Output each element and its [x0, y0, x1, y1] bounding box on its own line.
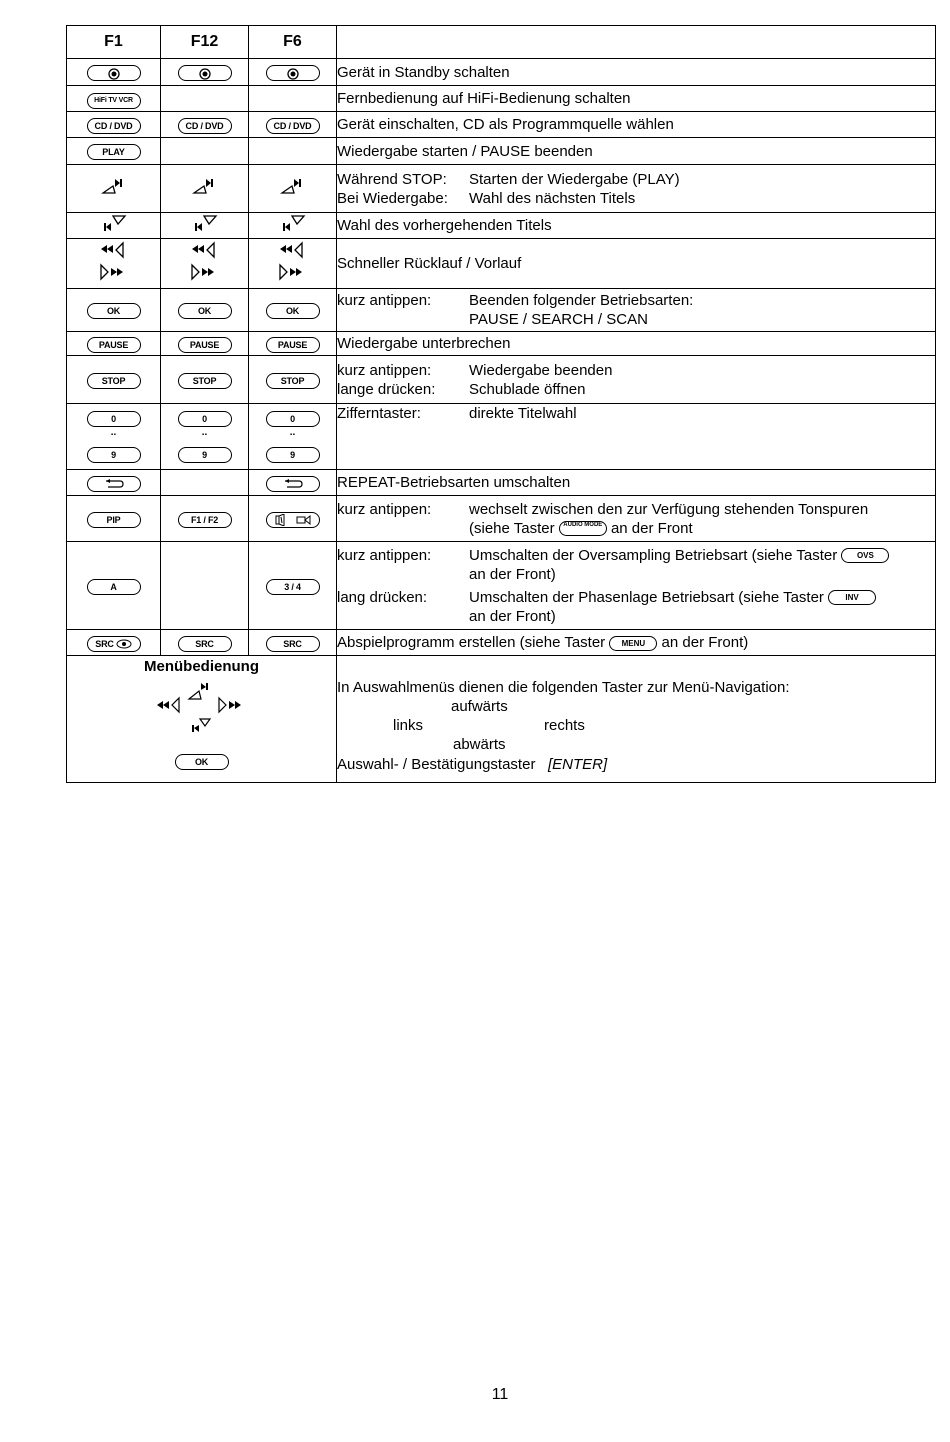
nav-left-icon: [157, 698, 179, 712]
src-text-b: an der Front): [661, 634, 749, 651]
next-track-icon[interactable]: [280, 176, 306, 196]
inv-tail: an der Front): [469, 607, 556, 625]
next-text-stop: Starten der Wiedergabe (PLAY): [469, 170, 680, 188]
pause-button[interactable]: PAUSE: [178, 337, 232, 353]
nav-up-icon: [189, 683, 208, 699]
pip-button[interactable]: PIP: [87, 512, 141, 528]
digit-range-dots: ..: [110, 426, 117, 438]
navigation-cross-icon: [147, 677, 257, 747]
audio-text-2a: (siehe Taster: [469, 519, 555, 537]
audio-label: kurz antippen:: [337, 500, 432, 518]
standby-button[interactable]: [87, 65, 141, 81]
stop-button[interactable]: STOP: [266, 373, 320, 389]
page-number: 11: [491, 1386, 509, 1403]
desc-pause: Wiedergabe unterbrechen: [337, 332, 936, 356]
nav-right-label: rechts: [544, 717, 585, 734]
three-four-button[interactable]: 3 / 4: [266, 579, 320, 595]
ok-label: kurz antippen:: [337, 292, 432, 309]
src-text-a: Abspielprogramm erstellen (siehe Taster: [337, 634, 606, 651]
previous-track-icon[interactable]: [192, 213, 218, 233]
nav-down-label: abwärts: [453, 736, 506, 753]
audio-camera-button[interactable]: [266, 512, 320, 528]
nav-left-label: links: [393, 717, 424, 734]
next-track-icon[interactable]: [101, 176, 127, 196]
menu-button: MENU: [609, 636, 657, 651]
inv-button: INV: [828, 590, 876, 605]
stop-text-short: Wiedergabe beenden: [469, 361, 613, 379]
menu-intro: In Auswahlmenüs dienen die folgenden Taster zur Menü-Navigation:: [337, 679, 790, 696]
a-button[interactable]: A: [87, 579, 141, 595]
repeat-icon: [282, 479, 304, 489]
header-desc: [337, 26, 936, 59]
ok-text-1: Beenden folgender Betriebsarten:: [469, 292, 694, 309]
play-button[interactable]: PLAY: [87, 144, 141, 160]
audio-video-icon: [273, 514, 313, 526]
repeat-button[interactable]: [266, 476, 320, 492]
enter-label: [ENTER]: [547, 756, 608, 773]
src-label: SRC: [95, 638, 114, 649]
audio-text-1: wechselt zwischen den zur Verfügung stehenden Tonspuren: [469, 500, 869, 518]
eye-icon: [116, 639, 132, 649]
stop-label-long: lange drücken:: [337, 380, 436, 398]
header-f12: F12: [161, 26, 249, 59]
audio-mode-button: AUDIO MODE: [559, 521, 607, 536]
ovs-text: Umschalten der Oversampling Betriebsart (siehe Taster: [469, 546, 838, 564]
digit-range-dots: ..: [289, 426, 296, 438]
ok-button[interactable]: OK: [87, 303, 141, 319]
digit-9-button[interactable]: 9: [87, 447, 141, 463]
stop-label-short: kurz antippen:: [337, 361, 432, 379]
ok-button[interactable]: OK: [178, 303, 232, 319]
standby-icon: [286, 68, 300, 80]
previous-track-icon[interactable]: [101, 213, 127, 233]
desc-play: Wiedergabe starten / PAUSE beenden: [337, 138, 936, 165]
cd-dvd-button[interactable]: CD / DVD: [178, 118, 232, 134]
header-f1: F1: [67, 26, 161, 59]
next-track-icon[interactable]: [192, 176, 218, 196]
desc-standby: Gerät in Standby schalten: [337, 59, 936, 86]
audio-text-2b: an der Front: [610, 519, 693, 537]
desc-cddvd: Gerät einschalten, CD als Programmquelle wählen: [337, 112, 936, 138]
digits-label: Zifferntaster:: [337, 405, 421, 422]
src-eye-button[interactable]: [87, 636, 141, 652]
digit-0-button[interactable]: 0: [87, 411, 141, 427]
digit-9-button[interactable]: 9: [266, 447, 320, 463]
desc-hifi: Fernbedienung auf HiFi-Bedienung schalten: [337, 86, 936, 112]
cd-dvd-button[interactable]: CD / DVD: [266, 118, 320, 134]
rewind-forward-icon[interactable]: [97, 241, 131, 281]
stop-button[interactable]: STOP: [178, 373, 232, 389]
digit-range-dots: ..: [201, 426, 208, 438]
nav-up-label: aufwärts: [451, 698, 508, 715]
hifi-tv-vcr-button[interactable]: HiFi TV VCR: [87, 93, 141, 109]
desc-prev: Wahl des vorhergehenden Titels: [337, 213, 936, 239]
standby-button[interactable]: [178, 65, 232, 81]
desc-ffrew: Schneller Rücklauf / Vorlauf: [337, 239, 936, 289]
header-f6: F6: [249, 26, 337, 59]
stop-text-long: Schublade öffnen: [469, 380, 586, 398]
digit-0-button[interactable]: 0: [266, 411, 320, 427]
standby-icon: [198, 68, 212, 80]
inv-text: Umschalten der Phasenlage Betriebsart (siehe Taster: [469, 588, 824, 606]
ok-text-2: PAUSE / SEARCH / SCAN: [469, 311, 648, 328]
remote-function-table: [66, 25, 936, 783]
standby-icon: [107, 68, 121, 80]
nav-down-icon: [192, 719, 210, 732]
rewind-forward-icon[interactable]: [276, 241, 310, 281]
cd-dvd-button[interactable]: CD / DVD: [87, 118, 141, 134]
next-label-play: Bei Wiedergabe:: [337, 189, 448, 207]
standby-button[interactable]: [266, 65, 320, 81]
desc-repeat: REPEAT-Betriebsarten umschalten: [337, 470, 936, 496]
stop-button[interactable]: STOP: [87, 373, 141, 389]
src-button[interactable]: SRC: [178, 636, 232, 652]
enter-text: Auswahl- / Bestätigungstaster: [337, 756, 536, 773]
repeat-button[interactable]: [87, 476, 141, 492]
previous-track-icon[interactable]: [280, 213, 306, 233]
next-label-stop: Während STOP:: [337, 170, 447, 188]
inv-label: lang drücken:: [337, 588, 428, 606]
ok-button[interactable]: OK: [266, 303, 320, 319]
rewind-forward-icon[interactable]: [188, 241, 222, 281]
next-text-play: Wahl des nächsten Titels: [469, 189, 636, 207]
repeat-icon: [103, 479, 125, 489]
pause-button[interactable]: PAUSE: [266, 337, 320, 353]
menu-section-title: Menübedienung: [144, 658, 259, 675]
src-button[interactable]: SRC: [266, 636, 320, 652]
f1-f2-button[interactable]: F1 / F2: [178, 512, 232, 528]
ovs-button: OVS: [841, 548, 889, 563]
digit-9-button[interactable]: 9: [178, 447, 232, 463]
digits-text: direkte Titelwahl: [469, 405, 577, 422]
ovs-tail: an der Front): [469, 565, 556, 583]
nav-right-icon: [219, 698, 241, 712]
ok-enter-button[interactable]: OK: [175, 754, 229, 770]
pause-button[interactable]: PAUSE: [87, 337, 141, 353]
digit-0-button[interactable]: 0: [178, 411, 232, 427]
ovs-label: kurz antippen:: [337, 546, 432, 564]
